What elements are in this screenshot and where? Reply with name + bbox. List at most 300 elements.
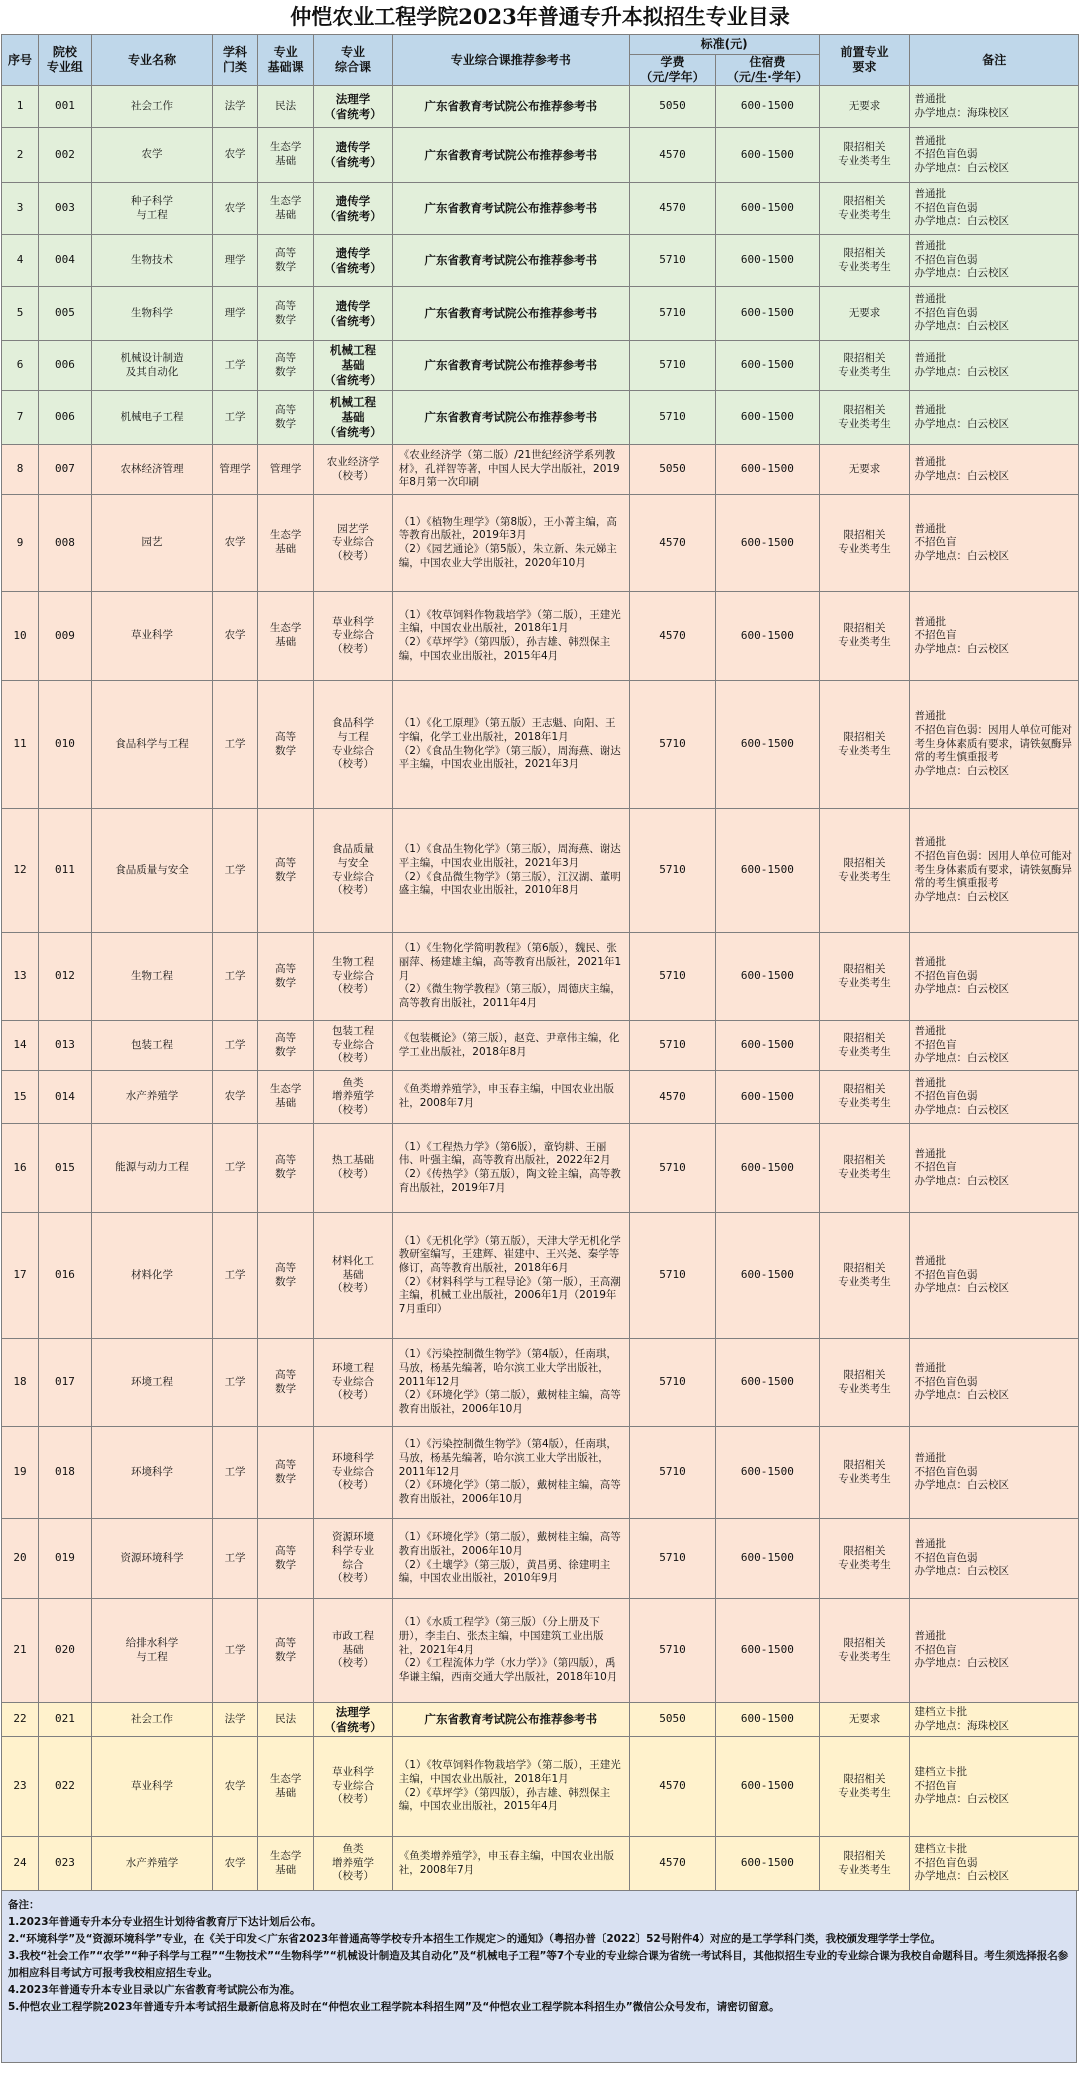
cell-remark: 普通批 不招色盲色弱 办学地点：白云校区 <box>910 933 1079 1021</box>
cell-seq: 14 <box>2 1021 39 1071</box>
cell-dorm-fee: 600-1500 <box>716 1519 819 1599</box>
cell-basic-course: 高等 数学 <box>258 1427 314 1519</box>
cell-discipline: 农学 <box>213 592 258 681</box>
cell-prerequisite: 限招相关 专业类考生 <box>819 1124 910 1213</box>
cell-reference-books: （1）《食品生物化学》（第三版），周海燕、谢达平主编，中国农业出版社，2021年3月 （2）《食品微生物学》（第三版），江汉湖、董明盛主编，中国农业出版社，2010年8月 <box>392 809 629 933</box>
cell-comprehensive-course: 包装工程 专业综合 （校考） <box>314 1021 393 1071</box>
cell-prerequisite: 限招相关 专业类考生 <box>819 235 910 287</box>
cell-tuition: 4570 <box>629 1737 715 1837</box>
cell-group: 003 <box>39 183 92 235</box>
cell-dorm-fee: 600-1500 <box>716 1071 819 1124</box>
cell-discipline: 法学 <box>213 1703 258 1737</box>
cell-comprehensive-course: 机械工程 基础 （省统考） <box>314 341 393 391</box>
cell-basic-course: 高等 数学 <box>258 1021 314 1071</box>
cell-group: 014 <box>39 1071 92 1124</box>
cell-seq: 24 <box>2 1837 39 1891</box>
header-group: 院校 专业组 <box>39 35 92 86</box>
cell-comprehensive-course: 鱼类 增养殖学 （校考） <box>314 1837 393 1891</box>
header-prerequisite: 前置专业 要求 <box>819 35 910 86</box>
cell-tuition: 5710 <box>629 1213 715 1339</box>
cell-comprehensive-course: 农业经济学 （校考） <box>314 445 393 495</box>
cell-prerequisite: 限招相关 专业类考生 <box>819 1519 910 1599</box>
cell-comprehensive-course: 鱼类 增养殖学 （校考） <box>314 1071 393 1124</box>
cell-reference-books: （1）《牧草饲料作物栽培学》（第二版），王建光主编，中国农业出版社，2018年1月 （2）《草坪学》（第四版），孙吉雄、韩烈保主编，中国农业出版社，2015年4月 <box>392 1737 629 1837</box>
cell-group: 017 <box>39 1339 92 1427</box>
cell-prerequisite: 限招相关 专业类考生 <box>819 1213 910 1339</box>
cell-remark: 普通批 不招色盲色弱 办学地点：白云校区 <box>910 1339 1079 1427</box>
cell-tuition: 5050 <box>629 86 715 128</box>
cell-seq: 18 <box>2 1339 39 1427</box>
cell-seq: 17 <box>2 1213 39 1339</box>
cell-dorm-fee: 600-1500 <box>716 1213 819 1339</box>
header-remark: 备注 <box>910 35 1079 86</box>
cell-dorm-fee: 600-1500 <box>716 287 819 341</box>
cell-tuition: 5050 <box>629 445 715 495</box>
note-item: 5.仲恺农业工程学院2023年普通专升本考试招生最新信息将及时在“仲恺农业工程学院本科招生网”及“仲恺农业工程学院本科招生办”微信公众号发布，请密切留意。 <box>8 2001 780 2013</box>
cell-tuition: 5710 <box>629 341 715 391</box>
cell-reference-books: 广东省教育考试院公布推荐参考书 <box>392 86 629 128</box>
cell-prerequisite: 限招相关 专业类考生 <box>819 1021 910 1071</box>
cell-reference-books: 《农业经济学（第二版）/21世纪经济学系列教材》，孔祥智等著，中国人民大学出版社，2019年8月第一次印刷 <box>392 445 629 495</box>
cell-major: 草业科学 <box>91 592 212 681</box>
cell-basic-course: 生态学 基础 <box>258 128 314 183</box>
header-fee-standard: 标准(元) <box>629 35 819 55</box>
cell-comprehensive-course: 生物工程 专业综合 （校考） <box>314 933 393 1021</box>
table-row <box>2 1071 1079 1124</box>
cell-major: 机械电子工程 <box>91 391 212 445</box>
cell-group: 022 <box>39 1737 92 1837</box>
cell-tuition: 5710 <box>629 235 715 287</box>
cell-major: 农林经济管理 <box>91 445 212 495</box>
cell-reference-books: （1）《生物化学简明教程》（第6版），魏民、张丽萍、杨建雄主编，高等教育出版社，2021年1月 （2）《微生物学教程》（第三版），周德庆主编，高等教育出版社，2011年4月 <box>392 933 629 1021</box>
cell-dorm-fee: 600-1500 <box>716 1837 819 1891</box>
cell-dorm-fee: 600-1500 <box>716 183 819 235</box>
cell-tuition: 4570 <box>629 128 715 183</box>
table-row <box>2 495 1079 592</box>
cell-reference-books: 《鱼类增养殖学》，申玉春主编，中国农业出版社，2008年7月 <box>392 1071 629 1124</box>
cell-tuition: 4570 <box>629 1071 715 1124</box>
cell-major: 食品质量与安全 <box>91 809 212 933</box>
table-row <box>2 681 1079 809</box>
cell-tuition: 5710 <box>629 809 715 933</box>
cell-remark: 普通批 不招色盲色弱 办学地点：白云校区 <box>910 1071 1079 1124</box>
cell-reference-books: （1）《牧草饲料作物栽培学》（第二版），王建光主编，中国农业出版社，2018年1月 （2）《草坪学》（第四版），孙吉雄、韩烈保主编，中国农业出版社，2015年4月 <box>392 592 629 681</box>
cell-dorm-fee: 600-1500 <box>716 86 819 128</box>
cell-dorm-fee: 600-1500 <box>716 128 819 183</box>
cell-prerequisite: 限招相关 专业类考生 <box>819 592 910 681</box>
cell-discipline: 理学 <box>213 287 258 341</box>
header-discipline: 学科 门类 <box>213 35 258 86</box>
cell-comprehensive-course: 资源环境 科学专业 综合 （校考） <box>314 1519 393 1599</box>
cell-seq: 1 <box>2 86 39 128</box>
cell-seq: 3 <box>2 183 39 235</box>
cell-basic-course: 高等 数学 <box>258 1599 314 1703</box>
cell-remark: 普通批 不招色盲 办学地点：白云校区 <box>910 495 1079 592</box>
cell-dorm-fee: 600-1500 <box>716 341 819 391</box>
cell-discipline: 农学 <box>213 183 258 235</box>
cell-tuition: 5710 <box>629 933 715 1021</box>
cell-tuition: 4570 <box>629 495 715 592</box>
cell-discipline: 管理学 <box>213 445 258 495</box>
cell-tuition: 5710 <box>629 1599 715 1703</box>
cell-major: 农学 <box>91 128 212 183</box>
cell-seq: 22 <box>2 1703 39 1737</box>
cell-discipline: 工学 <box>213 933 258 1021</box>
header-seq: 序号 <box>2 35 39 86</box>
cell-basic-course: 生态学 基础 <box>258 495 314 592</box>
cell-seq: 19 <box>2 1427 39 1519</box>
cell-group: 001 <box>39 86 92 128</box>
cell-major: 社会工作 <box>91 86 212 128</box>
cell-major: 环境工程 <box>91 1339 212 1427</box>
cell-seq: 12 <box>2 809 39 933</box>
cell-prerequisite: 限招相关 专业类考生 <box>819 933 910 1021</box>
cell-basic-course: 高等 数学 <box>258 235 314 287</box>
cell-major: 资源环境科学 <box>91 1519 212 1599</box>
cell-group: 016 <box>39 1213 92 1339</box>
cell-seq: 16 <box>2 1124 39 1213</box>
table-row <box>2 1124 1079 1213</box>
cell-major: 给排水科学 与工程 <box>91 1599 212 1703</box>
cell-dorm-fee: 600-1500 <box>716 1021 819 1071</box>
cell-group: 009 <box>39 592 92 681</box>
cell-group: 008 <box>39 495 92 592</box>
cell-major: 材料化学 <box>91 1213 212 1339</box>
cell-reference-books: （1）《水质工程学》（第三版）（分上册及下册），李圭白、张杰主编，中国建筑工业出版社，2021年4月 （2）《工程流体力学（水力学）》（第四版），禹华谦主编，西南交通大学出版社，2018年10月 <box>392 1599 629 1703</box>
cell-remark: 普通批 不招色盲色弱 办学地点：白云校区 <box>910 183 1079 235</box>
cell-dorm-fee: 600-1500 <box>716 445 819 495</box>
cell-basic-course: 高等 数学 <box>258 287 314 341</box>
cell-prerequisite: 限招相关 专业类考生 <box>819 495 910 592</box>
cell-major: 草业科学 <box>91 1737 212 1837</box>
cell-reference-books: 广东省教育考试院公布推荐参考书 <box>392 287 629 341</box>
cell-tuition: 5710 <box>629 681 715 809</box>
cell-prerequisite: 限招相关 专业类考生 <box>819 1339 910 1427</box>
cell-prerequisite: 限招相关 专业类考生 <box>819 1837 910 1891</box>
cell-comprehensive-course: 市政工程 基础 （校考） <box>314 1599 393 1703</box>
cell-comprehensive-course: 食品科学 与工程 专业综合 （校考） <box>314 681 393 809</box>
header-basic-course: 专业 基础课 <box>258 35 314 86</box>
cell-group: 010 <box>39 681 92 809</box>
cell-group: 015 <box>39 1124 92 1213</box>
cell-seq: 20 <box>2 1519 39 1599</box>
cell-comprehensive-course: 草业科学 专业综合 （校考） <box>314 1737 393 1837</box>
cell-tuition: 5710 <box>629 287 715 341</box>
cell-prerequisite: 无要求 <box>819 1703 910 1737</box>
cell-comprehensive-course: 材料化工 基础 （校考） <box>314 1213 393 1339</box>
cell-remark: 普通批 不招色盲色弱 办学地点：白云校区 <box>910 1213 1079 1339</box>
header-reference-books: 专业综合课推荐参考书 <box>392 35 629 86</box>
cell-basic-course: 民法 <box>258 1703 314 1737</box>
cell-remark: 普通批 不招色盲 办学地点：白云校区 <box>910 1124 1079 1213</box>
note-item: 3.我校“社会工作”“农学”“种子科学与工程”“生物技术”“生物科学”“机械设计制造及其自动化”及“机械电子工程”等7个专业的专业综合课为省统一考试科目，其他拟招生专业的专业综合课为我校自命题科目。考生须选择报名参加相应科目考试方可报考我校相应招生专业。 <box>8 1950 1069 1979</box>
cell-remark: 普通批 不招色盲色弱 办学地点：白云校区 <box>910 1427 1079 1519</box>
cell-basic-course: 生态学 基础 <box>258 1737 314 1837</box>
cell-group: 023 <box>39 1837 92 1891</box>
cell-prerequisite: 限招相关 专业类考生 <box>819 809 910 933</box>
cell-tuition: 4570 <box>629 1837 715 1891</box>
cell-basic-course: 高等 数学 <box>258 1213 314 1339</box>
cell-seq: 4 <box>2 235 39 287</box>
table-row <box>2 1021 1079 1071</box>
cell-reference-books: 广东省教育考试院公布推荐参考书 <box>392 391 629 445</box>
table-row <box>2 341 1079 391</box>
cell-dorm-fee: 600-1500 <box>716 1427 819 1519</box>
note-item: 4.2023年普通专升本专业目录以广东省教育考试院公布为准。 <box>8 1984 301 1996</box>
table-row <box>2 1837 1079 1891</box>
cell-seq: 9 <box>2 495 39 592</box>
cell-dorm-fee: 600-1500 <box>716 681 819 809</box>
header-comprehensive-course: 专业 综合课 <box>314 35 393 86</box>
cell-discipline: 工学 <box>213 1339 258 1427</box>
cell-basic-course: 生态学 基础 <box>258 592 314 681</box>
cell-comprehensive-course: 机械工程 基础 （省统考） <box>314 391 393 445</box>
cell-tuition: 5710 <box>629 1339 715 1427</box>
cell-basic-course: 高等 数学 <box>258 341 314 391</box>
notes-heading: 备注： <box>8 1899 40 1911</box>
cell-dorm-fee: 600-1500 <box>716 1703 819 1737</box>
cell-seq: 5 <box>2 287 39 341</box>
cell-dorm-fee: 600-1500 <box>716 809 819 933</box>
table-row <box>2 86 1079 128</box>
cell-reference-books: （1）《污染控制微生物学》（第4版），任南琪，马放，杨基先编著，哈尔滨工业大学出版社，2011年12月 （2）《环境化学》（第二版），戴树桂主编，高等教育出版社，2006年10月 <box>392 1427 629 1519</box>
cell-remark: 普通批 不招色盲色弱 办学地点：白云校区 <box>910 128 1079 183</box>
cell-tuition: 5710 <box>629 391 715 445</box>
cell-discipline: 理学 <box>213 235 258 287</box>
cell-tuition: 4570 <box>629 592 715 681</box>
cell-reference-books: 广东省教育考试院公布推荐参考书 <box>392 341 629 391</box>
table-row <box>2 1599 1079 1703</box>
cell-basic-course: 生态学 基础 <box>258 1837 314 1891</box>
cell-major: 能源与动力工程 <box>91 1124 212 1213</box>
cell-prerequisite: 限招相关 专业类考生 <box>819 391 910 445</box>
cell-seq: 2 <box>2 128 39 183</box>
cell-prerequisite: 限招相关 专业类考生 <box>819 183 910 235</box>
cell-prerequisite: 限招相关 专业类考生 <box>819 341 910 391</box>
cell-discipline: 农学 <box>213 1737 258 1837</box>
cell-discipline: 工学 <box>213 1213 258 1339</box>
table-row <box>2 1703 1079 1737</box>
cell-discipline: 工学 <box>213 681 258 809</box>
cell-comprehensive-course: 法理学 （省统考） <box>314 1703 393 1737</box>
table-row <box>2 1519 1079 1599</box>
cell-dorm-fee: 600-1500 <box>716 1599 819 1703</box>
cell-comprehensive-course: 环境工程 专业综合 （校考） <box>314 1339 393 1427</box>
cell-major: 水产养殖学 <box>91 1071 212 1124</box>
cell-seq: 8 <box>2 445 39 495</box>
table-row <box>2 1427 1079 1519</box>
cell-basic-course: 生态学 基础 <box>258 183 314 235</box>
table-row <box>2 287 1079 341</box>
cell-comprehensive-course: 草业科学 专业综合 （校考） <box>314 592 393 681</box>
cell-major: 包装工程 <box>91 1021 212 1071</box>
cell-group: 018 <box>39 1427 92 1519</box>
cell-group: 013 <box>39 1021 92 1071</box>
cell-remark: 普通批 不招色盲 办学地点：白云校区 <box>910 1599 1079 1703</box>
cell-reference-books: （1）《环境化学》（第二版），戴树桂主编，高等教育出版社，2006年10月 （2）《土壤学》（第三版），黄昌勇、徐建明主编，中国农业出版社，2010年9月 <box>392 1519 629 1599</box>
cell-basic-course: 高等 数学 <box>258 1339 314 1427</box>
header-dorm-fee: 住宿费 （元/生·学年） <box>716 55 819 86</box>
cell-comprehensive-course: 热工基础 （校考） <box>314 1124 393 1213</box>
cell-seq: 6 <box>2 341 39 391</box>
cell-discipline: 工学 <box>213 1021 258 1071</box>
cell-group: 005 <box>39 287 92 341</box>
cell-major: 水产养殖学 <box>91 1837 212 1891</box>
note-item: 1.2023年普通专升本分专业招生计划待省教育厅下达计划后公布。 <box>8 1916 322 1928</box>
cell-prerequisite: 限招相关 专业类考生 <box>819 681 910 809</box>
cell-prerequisite: 无要求 <box>819 287 910 341</box>
cell-seq: 23 <box>2 1737 39 1837</box>
cell-discipline: 农学 <box>213 128 258 183</box>
table-row <box>2 1213 1079 1339</box>
table-row <box>2 809 1079 933</box>
cell-discipline: 农学 <box>213 1071 258 1124</box>
cell-dorm-fee: 600-1500 <box>716 391 819 445</box>
cell-basic-course: 生态学 基础 <box>258 1071 314 1124</box>
cell-comprehensive-course: 遗传学 （省统考） <box>314 183 393 235</box>
cell-tuition: 4570 <box>629 183 715 235</box>
major-catalog-table <box>1 34 1079 1891</box>
cell-dorm-fee: 600-1500 <box>716 933 819 1021</box>
table-row <box>2 592 1079 681</box>
cell-remark: 普通批 不招色盲色弱 办学地点：白云校区 <box>910 1519 1079 1599</box>
cell-remark: 普通批 不招色盲 办学地点：白云校区 <box>910 592 1079 681</box>
cell-dorm-fee: 600-1500 <box>716 592 819 681</box>
cell-tuition: 5710 <box>629 1124 715 1213</box>
cell-major: 生物技术 <box>91 235 212 287</box>
cell-discipline: 法学 <box>213 86 258 128</box>
cell-major: 环境科学 <box>91 1427 212 1519</box>
cell-remark: 普通批 办学地点：海珠校区 <box>910 86 1079 128</box>
header-major: 专业名称 <box>91 35 212 86</box>
cell-group: 011 <box>39 809 92 933</box>
cell-prerequisite: 限招相关 专业类考生 <box>819 1071 910 1124</box>
cell-basic-course: 高等 数学 <box>258 809 314 933</box>
cell-prerequisite: 限招相关 专业类考生 <box>819 1737 910 1837</box>
cell-reference-books: 《包装概论》（第三版），赵竞、尹章伟主编，化学工业出版社，2018年8月 <box>392 1021 629 1071</box>
cell-discipline: 工学 <box>213 809 258 933</box>
cell-seq: 15 <box>2 1071 39 1124</box>
cell-tuition: 5050 <box>629 1703 715 1737</box>
cell-reference-books: 广东省教育考试院公布推荐参考书 <box>392 183 629 235</box>
cell-seq: 10 <box>2 592 39 681</box>
cell-remark: 普通批 不招色盲色弱：因用人单位可能对考生身体素质有要求，请铁氨酶异常的考生慎重报考 办学地点：白云校区 <box>910 809 1079 933</box>
cell-prerequisite: 限招相关 专业类考生 <box>819 1427 910 1519</box>
cell-discipline: 工学 <box>213 1124 258 1213</box>
cell-seq: 11 <box>2 681 39 809</box>
table-row <box>2 445 1079 495</box>
table-row <box>2 1737 1079 1837</box>
cell-basic-course: 高等 数学 <box>258 681 314 809</box>
cell-group: 006 <box>39 391 92 445</box>
cell-remark: 普通批 办学地点：白云校区 <box>910 391 1079 445</box>
cell-reference-books: （1）《化工原理》（第五版）王志魁、向阳、王宇编，化学工业出版社，2018年1月 （2）《食品生物化学》（第三版），周海燕、谢达平主编，中国农业出版社，2021年3月 <box>392 681 629 809</box>
cell-major: 园艺 <box>91 495 212 592</box>
cell-basic-course: 高等 数学 <box>258 1519 314 1599</box>
cell-tuition: 5710 <box>629 1519 715 1599</box>
cell-major: 种子科学 与工程 <box>91 183 212 235</box>
cell-remark: 普通批 办学地点：白云校区 <box>910 341 1079 391</box>
cell-major: 机械设计制造 及其自动化 <box>91 341 212 391</box>
cell-seq: 21 <box>2 1599 39 1703</box>
cell-group: 006 <box>39 341 92 391</box>
cell-prerequisite: 限招相关 专业类考生 <box>819 128 910 183</box>
cell-comprehensive-course: 遗传学 （省统考） <box>314 235 393 287</box>
cell-comprehensive-course: 法理学 （省统考） <box>314 86 393 128</box>
cell-prerequisite: 限招相关 专业类考生 <box>819 1599 910 1703</box>
cell-reference-books: （1）《污染控制微生物学》（第4版），任南琪，马放，杨基先编著，哈尔滨工业大学出版社，2011年12月 （2）《环境化学》（第二版），戴树桂主编，高等教育出版社，2006年10月 <box>392 1339 629 1427</box>
cell-dorm-fee: 600-1500 <box>716 1124 819 1213</box>
cell-remark: 建档立卡批 不招色盲色弱 办学地点：白云校区 <box>910 1837 1079 1891</box>
cell-dorm-fee: 600-1500 <box>716 235 819 287</box>
cell-remark: 普通批 不招色盲色弱 办学地点：白云校区 <box>910 235 1079 287</box>
cell-basic-course: 民法 <box>258 86 314 128</box>
cell-discipline: 工学 <box>213 1599 258 1703</box>
cell-seq: 7 <box>2 391 39 445</box>
cell-tuition: 5710 <box>629 1427 715 1519</box>
cell-reference-books: 广东省教育考试院公布推荐参考书 <box>392 128 629 183</box>
cell-major: 生物科学 <box>91 287 212 341</box>
cell-dorm-fee: 600-1500 <box>716 1737 819 1837</box>
cell-group: 020 <box>39 1599 92 1703</box>
cell-reference-books: （1）《工程热力学》（第6版），童钧耕、王丽伟、叶强主编，高等教育出版社，2022年2月 （2）《传热学》（第五版），陶文铨主编，高等教育出版社，2019年7月 <box>392 1124 629 1213</box>
cell-group: 004 <box>39 235 92 287</box>
cell-remark: 建档立卡批 不招色盲 办学地点：白云校区 <box>910 1737 1079 1837</box>
table-row <box>2 183 1079 235</box>
cell-group: 007 <box>39 445 92 495</box>
cell-comprehensive-course: 遗传学 （省统考） <box>314 287 393 341</box>
cell-prerequisite: 无要求 <box>819 86 910 128</box>
header-tuition: 学费 （元/学年） <box>629 55 715 86</box>
cell-reference-books: （1）《植物生理学》（第8版），王小菁主编，高等教育出版社，2019年3月 （2）《园艺通论》（第5版），朱立新、朱元娣主编，中国农业大学出版社，2020年10月 <box>392 495 629 592</box>
cell-basic-course: 高等 数学 <box>258 933 314 1021</box>
cell-basic-course: 高等 数学 <box>258 391 314 445</box>
cell-reference-books: 广东省教育考试院公布推荐参考书 <box>392 1703 629 1737</box>
cell-remark: 普通批 办学地点：白云校区 <box>910 445 1079 495</box>
cell-basic-course: 高等 数学 <box>258 1124 314 1213</box>
page-title: 仲恺农业工程学院2023年普通专升本拟招生专业目录 <box>290 4 790 29</box>
cell-group: 019 <box>39 1519 92 1599</box>
cell-discipline: 工学 <box>213 1427 258 1519</box>
table-row <box>2 235 1079 287</box>
cell-group: 002 <box>39 128 92 183</box>
cell-discipline: 工学 <box>213 391 258 445</box>
cell-reference-books: （1）《无机化学》（第五版），天津大学无机化学教研室编写，王建辉、崔建中、王兴尧、秦学等修订，高等教育出版社，2018年6月 （2）《材料科学与工程导论》（第一版），王高潮主编，机械工业出版社，2006年1月（2019年7月重印） <box>392 1213 629 1339</box>
cell-comprehensive-course: 园艺学 专业综合 （校考） <box>314 495 393 592</box>
cell-reference-books: 广东省教育考试院公布推荐参考书 <box>392 235 629 287</box>
cell-discipline: 农学 <box>213 495 258 592</box>
cell-dorm-fee: 600-1500 <box>716 1339 819 1427</box>
cell-comprehensive-course: 遗传学 （省统考） <box>314 128 393 183</box>
cell-comprehensive-course: 食品质量 与安全 专业综合 （校考） <box>314 809 393 933</box>
cell-remark: 普通批 不招色盲 办学地点：白云校区 <box>910 1021 1079 1071</box>
cell-seq: 13 <box>2 933 39 1021</box>
cell-major: 生物工程 <box>91 933 212 1021</box>
cell-discipline: 工学 <box>213 1519 258 1599</box>
cell-comprehensive-course: 环境科学 专业综合 （校考） <box>314 1427 393 1519</box>
note-item: 2.“环境科学”及“资源环境科学”专业，在《关于印发＜广东省2023年普通高等学校专升本招生工作规定＞的通知》（粤招办普〔2022〕52号附件4）对应的是工学学科门类，我校颁发理学学士学位。 <box>8 1933 942 1945</box>
cell-remark: 建档立卡批 办学地点：海珠校区 <box>910 1703 1079 1737</box>
cell-prerequisite: 无要求 <box>819 445 910 495</box>
cell-remark: 普通批 不招色盲色弱 办学地点：白云校区 <box>910 287 1079 341</box>
table-row <box>2 391 1079 445</box>
cell-group: 021 <box>39 1703 92 1737</box>
cell-tuition: 5710 <box>629 1021 715 1071</box>
cell-major: 食品科学与工程 <box>91 681 212 809</box>
cell-group: 012 <box>39 933 92 1021</box>
cell-major: 社会工作 <box>91 1703 212 1737</box>
table-row <box>2 933 1079 1021</box>
